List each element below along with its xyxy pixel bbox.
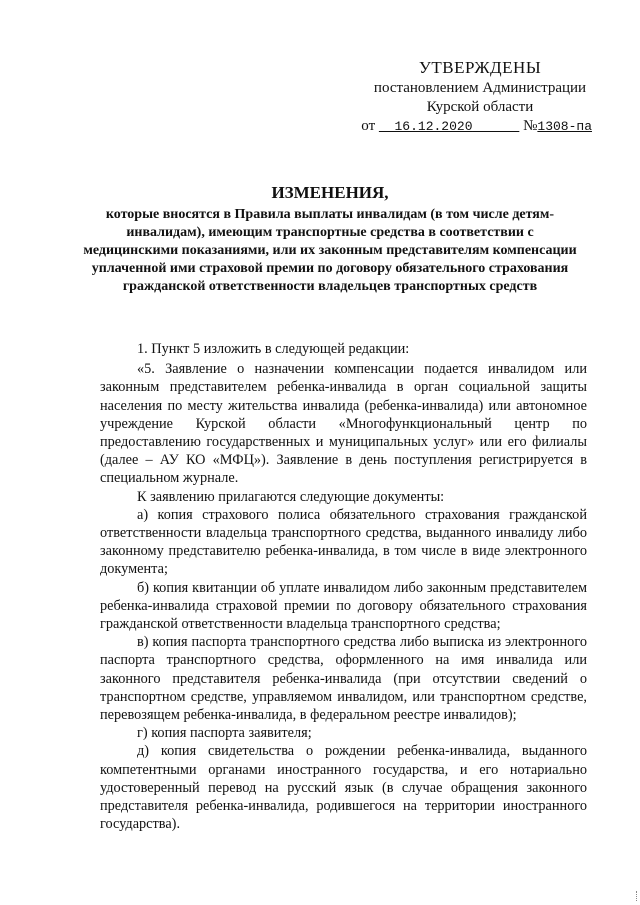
title-subtitle: которые вносятся в Правила выплаты инвалидам (в том числе детям-инвалидам), имеющим транспортные средства в соответствии с медицинскими показаниями, или их законным представителям компенсации уплаченной ими страховой премии по договору обязательного страхования гражданской ответственности владельцев транспортных средств [83,207,577,294]
approval-line-2: Курской области [426,99,534,115]
date-prefix: от [361,118,376,134]
number-value: 1308-па [537,119,592,134]
main-title: ИЗМЕНЕНИЯ, [271,183,389,202]
paragraph-a: а) копия страхового полиса обязательного страхования гражданской ответственности владельца транспортного средства, выданного инвалиду либо законному представителю ребенка-инвалида, в том числе в виде электронного документа; [100,506,587,578]
document-body [100,340,587,833]
paragraph-d: г) копия паспорта заявителя; [137,725,312,742]
paragraph-e: д) копия свидетельства о рождении ребенка-инвалида, выданного компетентными органами иностранного государства, и его нотариально удостоверенный перевод на русский язык (в случае обращения законного представителя ребенка-инвалида, родившегося на территории иностранного государства). [100,743,587,833]
paragraph-intro: 1. Пункт 5 изложить в следующей редакции: [137,341,410,357]
paragraph-c: в) копия паспорта транспортного средства либо выписка из электронного паспорта транспортного средства, оформленного на имя инвалида или законного представителя ребенка-инвалида (при отсутствии сведений о транспортном средстве, управляемом инвалидом, или транспортном средстве, перевозящем ребенка-инвалида, в федеральном реестре инвалидов); [100,634,587,724]
document-title [80,182,580,296]
paragraph-item-5: «5. Заявление о назначении компенсации подается инвалидом или законным представителем ребенка-инвалида в орган социальной защиты населения по месту жительства инвалида (ребенка-инвалида) или автономное учреждение Курской области «Многофункциональный центр по предоставлению государственных и муниципальных услуг» или его филиалы (далее – АУ КО «МФЦ»). Заявление в день поступления регистрируется в специальном журнале. [100,361,587,487]
approval-stamp [360,58,600,136]
approval-heading: УТВЕРЖДЕНЫ [418,58,542,77]
approval-line-1: постановлением Администрации [373,80,587,96]
number-prefix: № [523,118,538,134]
approval-date-line [360,117,600,136]
paragraph-b: б) копия квитанции об уплате инвалидом либо законным представителем ребенка-инвалида страховой премии по договору обязательного страхования гражданской ответственности владельца транспортного средства; [100,579,587,633]
date-value: 16.12.2020 [394,119,473,134]
paragraph-documents: К заявлению прилагаются следующие документы: [137,488,445,505]
scan-mark [636,891,640,901]
